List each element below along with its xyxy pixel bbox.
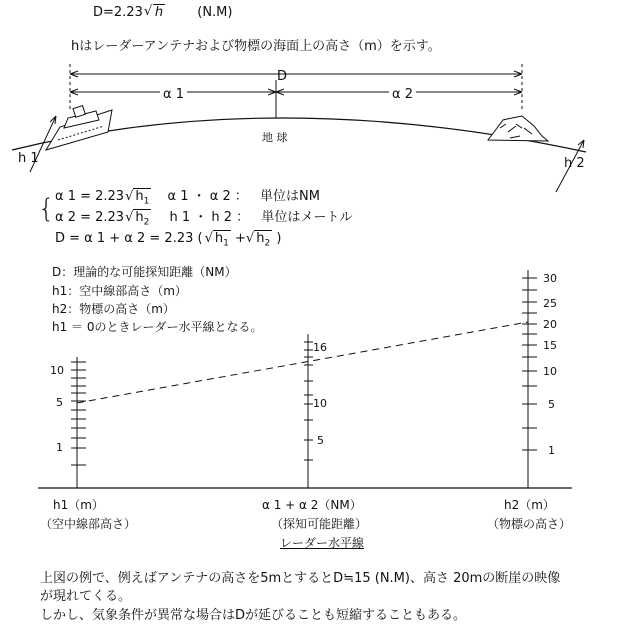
top-formula-unit: (N.M) <box>197 5 233 20</box>
h1-label: h 1 <box>18 151 39 166</box>
earth-label: 地 球 <box>262 131 288 144</box>
nomogram-caption: レーダー水平線 <box>280 536 365 550</box>
mid-tick-10: 10 <box>313 397 327 410</box>
eq3-sub2: 2 <box>264 238 271 249</box>
alpha2-label: α 2 <box>389 87 416 102</box>
top-formula-radicand: h <box>154 5 164 20</box>
equation-2: α 2 = 2.23√ $h_2$ h 1 ・ h 2 ： 単位はメートル <box>55 210 353 228</box>
eq1-lhs: α 1 = 2.23 <box>55 189 125 204</box>
left-tick-10: 10 <box>50 364 64 377</box>
mid-tick-16: 16 <box>313 341 327 354</box>
sqrt-symbol: √ h <box>143 4 164 20</box>
right-tick-30: 30 <box>543 272 557 285</box>
example-dashed-line <box>77 322 528 403</box>
def-d: D：理論的な可能探知距離（NM） <box>52 265 237 279</box>
def-h1: h1：空中線部高さ（m） <box>52 284 187 298</box>
right-tick-20: 20 <box>543 318 557 331</box>
eq3-sub1: 1 <box>223 238 229 249</box>
d-label: D <box>277 69 288 84</box>
right-tick-15: 15 <box>543 339 557 352</box>
footer-line-1: 上図の例で、例えばアンテナの高さを5mとするとD≒15 (N.M)、高さ 20mの断崖の映像 <box>40 571 561 586</box>
h2-label: h 2 <box>564 156 585 171</box>
eq1-desc: 単位はNM <box>259 189 320 204</box>
left-tick-5: 5 <box>56 396 63 409</box>
eq1-radicand: h <box>135 189 144 204</box>
right-tick-25: 25 <box>543 297 557 310</box>
eq2-desc: 単位はメートル <box>261 210 353 225</box>
eq3-plus: + <box>235 231 246 246</box>
eq3-close: ) <box>276 231 282 246</box>
eq2-sub: 2 <box>143 217 150 228</box>
mid-axis-sub: （探知可能距離） <box>271 517 368 531</box>
right-tick-1: 1 <box>548 444 555 457</box>
def-h2: h2：物標の高さ（m） <box>52 302 175 316</box>
mid-axis-label: α 1 + α 2（NM） <box>262 498 362 512</box>
mid-tick-5: 5 <box>317 434 324 447</box>
left-axis-label: h1（m） <box>53 498 104 512</box>
footer-line-3: しかし、気象条件が異常な場合はDが延びることも短縮することもある。 <box>40 608 467 623</box>
right-axis <box>522 270 537 488</box>
eq3-lhs: D = α 1 + α 2 = 2.23 ( <box>55 231 203 246</box>
right-axis-label: h2（m） <box>504 498 555 512</box>
equation-brace: { <box>38 194 55 224</box>
intro-text: hはレーダーアンテナおよび物標の海面上の高さ（m）を示す。 <box>71 39 441 54</box>
right-tick-10: 10 <box>543 365 557 378</box>
eq2-vars: h 1 ・ h 2 ： <box>169 210 250 225</box>
left-axis <box>71 357 86 488</box>
eq1-vars: α 1 ・ α 2 ： <box>167 189 248 204</box>
equation-1: α 1 = 2.23√ $h_1$ α 1 ・ α 2 ： 単位はNM <box>55 189 320 207</box>
eq1-sub: 1 <box>143 196 150 207</box>
middle-axis <box>304 334 313 488</box>
equation-3: D = α 1 + α 2 = 2.23 ( √ $h_1$ +√ $h_2$ ) <box>55 231 282 249</box>
left-axis-sub: （空中線部高さ） <box>40 517 137 531</box>
eq2-radicand: h <box>135 210 144 225</box>
footer-line-2: が現れてくる。 <box>40 589 132 604</box>
alpha1-label: α 1 <box>160 87 187 102</box>
eq3-rad2: h <box>256 231 265 246</box>
left-tick-1: 1 <box>56 441 63 454</box>
def-h1-zero: h1 ＝ 0のときレーダー水平線となる。 <box>52 320 263 334</box>
top-formula-prefix: D=2.23 <box>93 5 143 20</box>
right-axis-sub: （物標の高さ） <box>487 517 572 531</box>
right-tick-5: 5 <box>548 398 555 411</box>
eq3-rad1: h <box>214 231 224 246</box>
eq2-lhs: α 2 = 2.23 <box>55 210 125 225</box>
